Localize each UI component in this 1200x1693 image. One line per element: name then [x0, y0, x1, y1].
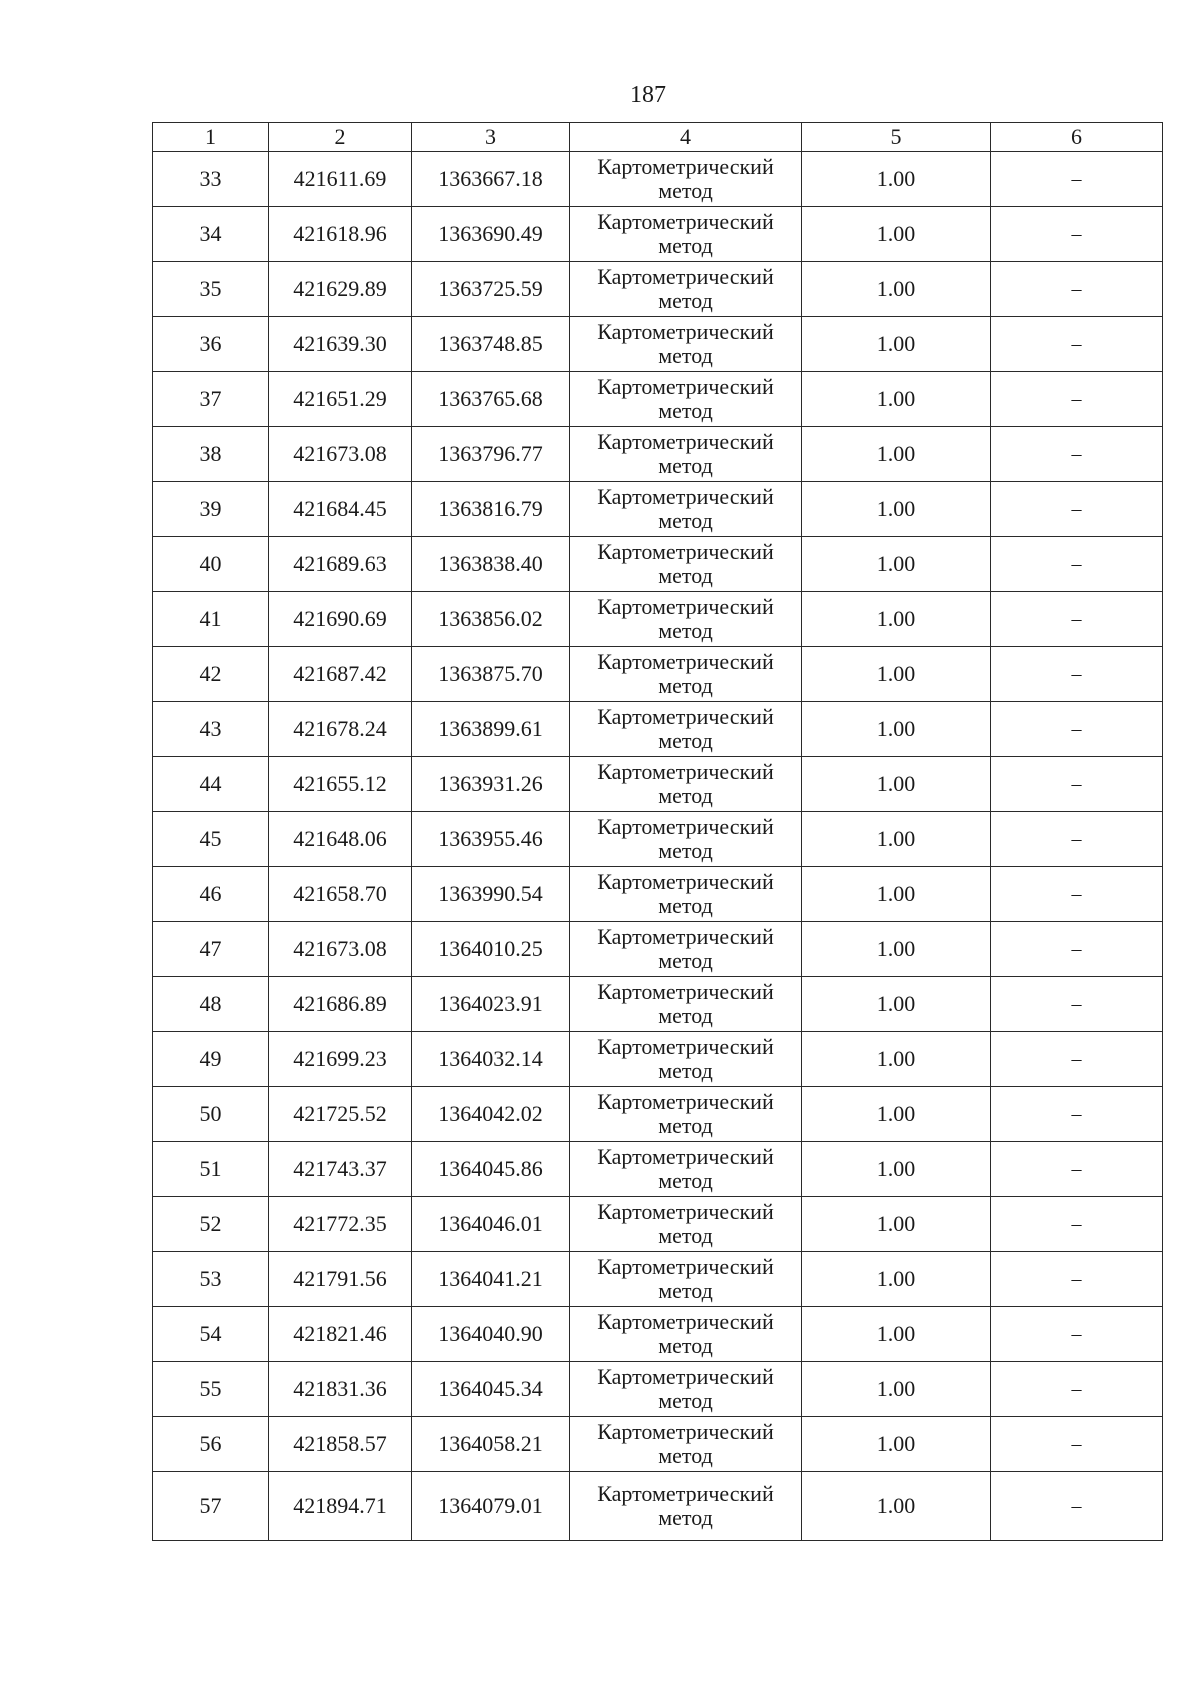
method-line-2: метод	[658, 1505, 713, 1530]
table-row	[153, 1087, 1163, 1142]
method-cell	[570, 1307, 802, 1362]
point-number-cell: 41	[153, 592, 269, 647]
point-number-cell: 37	[153, 372, 269, 427]
table-row	[153, 592, 1163, 647]
method-cell	[570, 812, 802, 867]
precision-cell: 1.00	[802, 537, 991, 592]
y-coordinate-cell: 1363838.40	[412, 537, 570, 592]
method-line-2: метод	[658, 1168, 713, 1193]
table-row	[153, 812, 1163, 867]
method-cell	[570, 1032, 802, 1087]
precision-cell: 1.00	[802, 482, 991, 537]
precision-cell: 1.00	[802, 922, 991, 977]
table-row	[153, 482, 1163, 537]
note-cell: –	[991, 537, 1163, 592]
point-number-cell: 54	[153, 1307, 269, 1362]
method-cell	[570, 372, 802, 427]
method-line-2: метод	[658, 1113, 713, 1138]
method-line-2: метод	[658, 453, 713, 478]
point-number-cell: 34	[153, 207, 269, 262]
method-line-2: метод	[658, 563, 713, 588]
table-body	[153, 152, 1163, 1541]
table-row	[153, 1142, 1163, 1197]
y-coordinate-cell: 1364032.14	[412, 1032, 570, 1087]
y-coordinate-cell: 1364042.02	[412, 1087, 570, 1142]
x-coordinate-cell: 421651.29	[269, 372, 412, 427]
point-number-cell: 46	[153, 867, 269, 922]
y-coordinate-cell: 1364041.21	[412, 1252, 570, 1307]
table-row	[153, 262, 1163, 317]
x-coordinate-cell: 421673.08	[269, 427, 412, 482]
method-line-1: Картометрический	[597, 1481, 774, 1506]
method-line-1: Картометрический	[597, 1034, 774, 1059]
table-row	[153, 427, 1163, 482]
precision-cell: 1.00	[802, 262, 991, 317]
method-line-2: метод	[658, 1388, 713, 1413]
method-line-2: метод	[658, 1223, 713, 1248]
precision-cell: 1.00	[802, 1307, 991, 1362]
point-number-cell: 50	[153, 1087, 269, 1142]
x-coordinate-cell: 421686.89	[269, 977, 412, 1032]
method-cell	[570, 317, 802, 372]
point-number-cell: 40	[153, 537, 269, 592]
method-line-1: Картометрический	[597, 649, 774, 674]
y-coordinate-cell: 1363899.61	[412, 702, 570, 757]
note-cell: –	[991, 977, 1163, 1032]
note-cell: –	[991, 1307, 1163, 1362]
coordinates-table	[152, 122, 1163, 1541]
note-cell: –	[991, 592, 1163, 647]
method-line-2: метод	[658, 673, 713, 698]
method-cell	[570, 1197, 802, 1252]
method-line-2: метод	[658, 343, 713, 368]
note-cell: –	[991, 922, 1163, 977]
method-line-2: метод	[658, 838, 713, 863]
method-line-1: Картометрический	[597, 759, 774, 784]
y-coordinate-cell: 1363796.77	[412, 427, 570, 482]
y-coordinate-cell: 1363725.59	[412, 262, 570, 317]
method-line-2: метод	[658, 728, 713, 753]
note-cell: –	[991, 482, 1163, 537]
method-cell	[570, 1472, 802, 1541]
table-row	[153, 1417, 1163, 1472]
y-coordinate-cell: 1363955.46	[412, 812, 570, 867]
method-cell	[570, 152, 802, 207]
precision-cell: 1.00	[802, 1417, 991, 1472]
point-number-cell: 52	[153, 1197, 269, 1252]
precision-cell: 1.00	[802, 1197, 991, 1252]
x-coordinate-cell: 421791.56	[269, 1252, 412, 1307]
point-number-cell: 43	[153, 702, 269, 757]
table-row	[153, 1197, 1163, 1252]
method-cell	[570, 1362, 802, 1417]
x-coordinate-cell: 421673.08	[269, 922, 412, 977]
table-row	[153, 922, 1163, 977]
method-line-2: метод	[658, 1443, 713, 1468]
note-cell: –	[991, 647, 1163, 702]
method-line-2: метод	[658, 508, 713, 533]
point-number-cell: 51	[153, 1142, 269, 1197]
x-coordinate-cell: 421629.89	[269, 262, 412, 317]
note-cell: –	[991, 262, 1163, 317]
note-cell: –	[991, 702, 1163, 757]
table-row	[153, 372, 1163, 427]
y-coordinate-cell: 1364079.01	[412, 1472, 570, 1541]
point-number-cell: 53	[153, 1252, 269, 1307]
precision-cell: 1.00	[802, 372, 991, 427]
method-line-1: Картометрический	[597, 429, 774, 454]
precision-cell: 1.00	[802, 1362, 991, 1417]
method-line-2: метод	[658, 1278, 713, 1303]
table-row	[153, 647, 1163, 702]
point-number-cell: 35	[153, 262, 269, 317]
y-coordinate-cell: 1363990.54	[412, 867, 570, 922]
method-line-1: Картометрический	[597, 1199, 774, 1224]
method-line-1: Картометрический	[597, 869, 774, 894]
precision-cell: 1.00	[802, 1472, 991, 1541]
method-line-2: метод	[658, 948, 713, 973]
x-coordinate-cell: 421678.24	[269, 702, 412, 757]
y-coordinate-cell: 1363816.79	[412, 482, 570, 537]
precision-cell: 1.00	[802, 757, 991, 812]
note-cell: –	[991, 812, 1163, 867]
note-cell: –	[991, 1197, 1163, 1252]
method-line-2: метод	[658, 618, 713, 643]
y-coordinate-cell: 1364045.34	[412, 1362, 570, 1417]
precision-cell: 1.00	[802, 207, 991, 262]
precision-cell: 1.00	[802, 702, 991, 757]
method-line-1: Картометрический	[597, 594, 774, 619]
x-coordinate-cell: 421658.70	[269, 867, 412, 922]
table-row	[153, 757, 1163, 812]
method-line-2: метод	[658, 1003, 713, 1028]
method-line-1: Картометрический	[597, 1144, 774, 1169]
method-cell	[570, 922, 802, 977]
y-coordinate-cell: 1363875.70	[412, 647, 570, 702]
precision-cell: 1.00	[802, 647, 991, 702]
precision-cell: 1.00	[802, 867, 991, 922]
precision-cell: 1.00	[802, 977, 991, 1032]
column-header: 5	[802, 123, 991, 152]
precision-cell: 1.00	[802, 317, 991, 372]
y-coordinate-cell: 1363748.85	[412, 317, 570, 372]
method-cell	[570, 702, 802, 757]
precision-cell: 1.00	[802, 152, 991, 207]
method-line-1: Картометрический	[597, 979, 774, 1004]
x-coordinate-cell: 421690.69	[269, 592, 412, 647]
column-header: 6	[991, 123, 1163, 152]
table-row	[153, 317, 1163, 372]
method-cell	[570, 592, 802, 647]
note-cell: –	[991, 757, 1163, 812]
y-coordinate-cell: 1363690.49	[412, 207, 570, 262]
method-line-1: Картометрический	[597, 1309, 774, 1334]
note-cell: –	[991, 1032, 1163, 1087]
precision-cell: 1.00	[802, 812, 991, 867]
method-line-1: Картометрический	[597, 154, 774, 179]
precision-cell: 1.00	[802, 427, 991, 482]
x-coordinate-cell: 421689.63	[269, 537, 412, 592]
y-coordinate-cell: 1364023.91	[412, 977, 570, 1032]
x-coordinate-cell: 421831.36	[269, 1362, 412, 1417]
note-cell: –	[991, 427, 1163, 482]
table-row	[153, 1307, 1163, 1362]
y-coordinate-cell: 1363667.18	[412, 152, 570, 207]
point-number-cell: 44	[153, 757, 269, 812]
x-coordinate-cell: 421618.96	[269, 207, 412, 262]
column-header: 2	[269, 123, 412, 152]
method-cell	[570, 757, 802, 812]
method-line-1: Картометрический	[597, 209, 774, 234]
precision-cell: 1.00	[802, 1087, 991, 1142]
y-coordinate-cell: 1364045.86	[412, 1142, 570, 1197]
y-coordinate-cell: 1364046.01	[412, 1197, 570, 1252]
table-row	[153, 702, 1163, 757]
x-coordinate-cell: 421648.06	[269, 812, 412, 867]
method-line-1: Картометрический	[597, 374, 774, 399]
point-number-cell: 45	[153, 812, 269, 867]
method-line-1: Картометрический	[597, 319, 774, 344]
x-coordinate-cell: 421639.30	[269, 317, 412, 372]
point-number-cell: 36	[153, 317, 269, 372]
page-number: 187	[630, 82, 666, 108]
table-row	[153, 1362, 1163, 1417]
x-coordinate-cell: 421687.42	[269, 647, 412, 702]
x-coordinate-cell: 421699.23	[269, 1032, 412, 1087]
method-line-1: Картометрический	[597, 924, 774, 949]
y-coordinate-cell: 1364058.21	[412, 1417, 570, 1472]
method-cell	[570, 207, 802, 262]
method-line-2: метод	[658, 1058, 713, 1083]
method-line-1: Картометрический	[597, 264, 774, 289]
method-cell	[570, 647, 802, 702]
x-coordinate-cell: 421772.35	[269, 1197, 412, 1252]
method-line-2: метод	[658, 288, 713, 313]
column-header: 4	[570, 123, 802, 152]
table-row	[153, 1032, 1163, 1087]
method-line-1: Картометрический	[597, 704, 774, 729]
table-row	[153, 537, 1163, 592]
point-number-cell: 47	[153, 922, 269, 977]
point-number-cell: 39	[153, 482, 269, 537]
method-line-2: метод	[658, 233, 713, 258]
method-cell	[570, 1417, 802, 1472]
point-number-cell: 38	[153, 427, 269, 482]
method-line-1: Картометрический	[597, 1419, 774, 1444]
column-header: 3	[412, 123, 570, 152]
note-cell: –	[991, 372, 1163, 427]
table-row	[153, 152, 1163, 207]
point-number-cell: 56	[153, 1417, 269, 1472]
x-coordinate-cell: 421684.45	[269, 482, 412, 537]
y-coordinate-cell: 1363765.68	[412, 372, 570, 427]
note-cell: –	[991, 1087, 1163, 1142]
method-cell	[570, 1142, 802, 1197]
x-coordinate-cell: 421743.37	[269, 1142, 412, 1197]
x-coordinate-cell: 421821.46	[269, 1307, 412, 1362]
table-header-row	[153, 123, 1163, 152]
method-line-1: Картометрический	[597, 1364, 774, 1389]
method-line-1: Картометрический	[597, 484, 774, 509]
point-number-cell: 33	[153, 152, 269, 207]
x-coordinate-cell: 421894.71	[269, 1472, 412, 1541]
method-cell	[570, 867, 802, 922]
note-cell: –	[991, 207, 1163, 262]
y-coordinate-cell: 1363931.26	[412, 757, 570, 812]
y-coordinate-cell: 1364010.25	[412, 922, 570, 977]
method-cell	[570, 1252, 802, 1307]
method-cell	[570, 427, 802, 482]
method-line-2: метод	[658, 398, 713, 423]
method-cell	[570, 262, 802, 317]
method-cell	[570, 1087, 802, 1142]
table-row	[153, 867, 1163, 922]
column-header: 1	[153, 123, 269, 152]
precision-cell: 1.00	[802, 1252, 991, 1307]
method-cell	[570, 482, 802, 537]
note-cell: –	[991, 867, 1163, 922]
note-cell: –	[991, 152, 1163, 207]
method-line-1: Картометрический	[597, 539, 774, 564]
table-row	[153, 1252, 1163, 1307]
table-row	[153, 207, 1163, 262]
point-number-cell: 55	[153, 1362, 269, 1417]
note-cell: –	[991, 317, 1163, 372]
precision-cell: 1.00	[802, 592, 991, 647]
x-coordinate-cell: 421611.69	[269, 152, 412, 207]
point-number-cell: 42	[153, 647, 269, 702]
precision-cell: 1.00	[802, 1032, 991, 1087]
method-line-1: Картометрический	[597, 814, 774, 839]
note-cell: –	[991, 1417, 1163, 1472]
y-coordinate-cell: 1364040.90	[412, 1307, 570, 1362]
note-cell: –	[991, 1252, 1163, 1307]
precision-cell: 1.00	[802, 1142, 991, 1197]
method-line-2: метод	[658, 893, 713, 918]
note-cell: –	[991, 1362, 1163, 1417]
method-line-1: Картометрический	[597, 1254, 774, 1279]
point-number-cell: 49	[153, 1032, 269, 1087]
method-line-2: метод	[658, 178, 713, 203]
x-coordinate-cell: 421725.52	[269, 1087, 412, 1142]
table-row	[153, 977, 1163, 1032]
method-line-2: метод	[658, 783, 713, 808]
y-coordinate-cell: 1363856.02	[412, 592, 570, 647]
x-coordinate-cell: 421858.57	[269, 1417, 412, 1472]
method-line-1: Картометрический	[597, 1089, 774, 1114]
note-cell: –	[991, 1472, 1163, 1541]
point-number-cell: 48	[153, 977, 269, 1032]
note-cell: –	[991, 1142, 1163, 1197]
point-number-cell: 57	[153, 1472, 269, 1541]
method-cell	[570, 537, 802, 592]
x-coordinate-cell: 421655.12	[269, 757, 412, 812]
method-line-2: метод	[658, 1333, 713, 1358]
table-row	[153, 1472, 1163, 1541]
method-cell	[570, 977, 802, 1032]
